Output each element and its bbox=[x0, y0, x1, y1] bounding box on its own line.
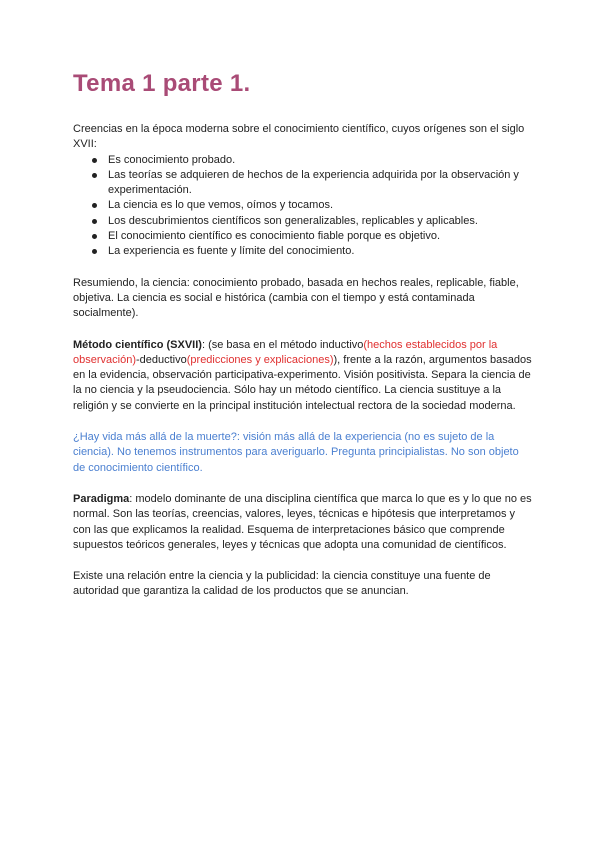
intro-paragraph: Creencias en la época moderna sobre el conocimiento científico, cuyos orígenes son el siglo XVII: bbox=[73, 123, 525, 151]
metodo-highlight-1: (hechos establecidos por la observación) bbox=[73, 338, 498, 366]
paradigma-paragraph bbox=[73, 492, 533, 553]
paradigma-label: Paradigma bbox=[73, 492, 130, 505]
document-body bbox=[73, 122, 533, 600]
metodo-text-3: ), frente a la razón, argumentos basados en la evidencia, observación participativa-experimento. Visión positivista. Separa la ciencia de la no ciencia y la pseudociencia. Sólo hay un método científico. La ciencia sustituye a la religión y se convierte en la principal institución intelectual rectora de la sociedad moderna. bbox=[73, 353, 532, 412]
metodo-label: Método científico (SXVII) bbox=[73, 338, 202, 351]
closing-paragraph: Existe una relación entre la ciencia y la publicidad: la ciencia constituye una fuente de autoridad que garantiza la calidad de los productos que se anuncian. bbox=[73, 570, 491, 598]
summary-paragraph: Resumiendo, la ciencia: conocimiento probado, basada en hechos reales, replicable, fiable, objetiva. La ciencia es social e histórica (cambia con el tiempo y está contaminada socialmente). bbox=[73, 276, 519, 320]
list-item: Las teorías se adquieren de hechos de la experiencia adquirida por la observación y experimentación. bbox=[108, 168, 533, 199]
list-item: La ciencia es lo que vemos, oímos y tocamos. bbox=[108, 198, 533, 213]
metodo-highlight-2: (predicciones y explicaciones) bbox=[186, 353, 334, 366]
metodo-text-2: -deductivo bbox=[135, 353, 187, 366]
page-title: Tema 1 parte 1. bbox=[73, 70, 251, 97]
metodo-paragraph bbox=[73, 338, 533, 414]
question-paragraph: ¿Hay vida más allá de la muerte?: visión más allá de la experiencia (no es sujeto de la ciencia). No tenemos instrumentos para averiguarlo. Pregunta principialistas. No son objeto de conocimiento científico. bbox=[73, 431, 519, 474]
paradigma-text: : modelo dominante de una disciplina científica que marca lo que es y lo que no es normal. Son las teorías, creencias, valores, leyes, técnicas e hipótesis que interpretamos y con las que explicamos la realidad. Esquema de interpretaciones básico que comprende supuestos teóricos generales, leyes y técnicas que adopta una comunidad de científicos. bbox=[73, 492, 532, 551]
list-item: El conocimiento científico es conocimiento fiable porque es objetivo. bbox=[108, 229, 533, 244]
metodo-text-1: : (se basa en el método inductivo bbox=[201, 338, 364, 351]
beliefs-list bbox=[73, 153, 533, 260]
list-item: La experiencia es fuente y límite del conocimiento. bbox=[108, 244, 533, 259]
list-item: Los descubrimientos científicos son generalizables, replicables y aplicables. bbox=[108, 214, 533, 229]
list-item: Es conocimiento probado. bbox=[108, 153, 533, 168]
